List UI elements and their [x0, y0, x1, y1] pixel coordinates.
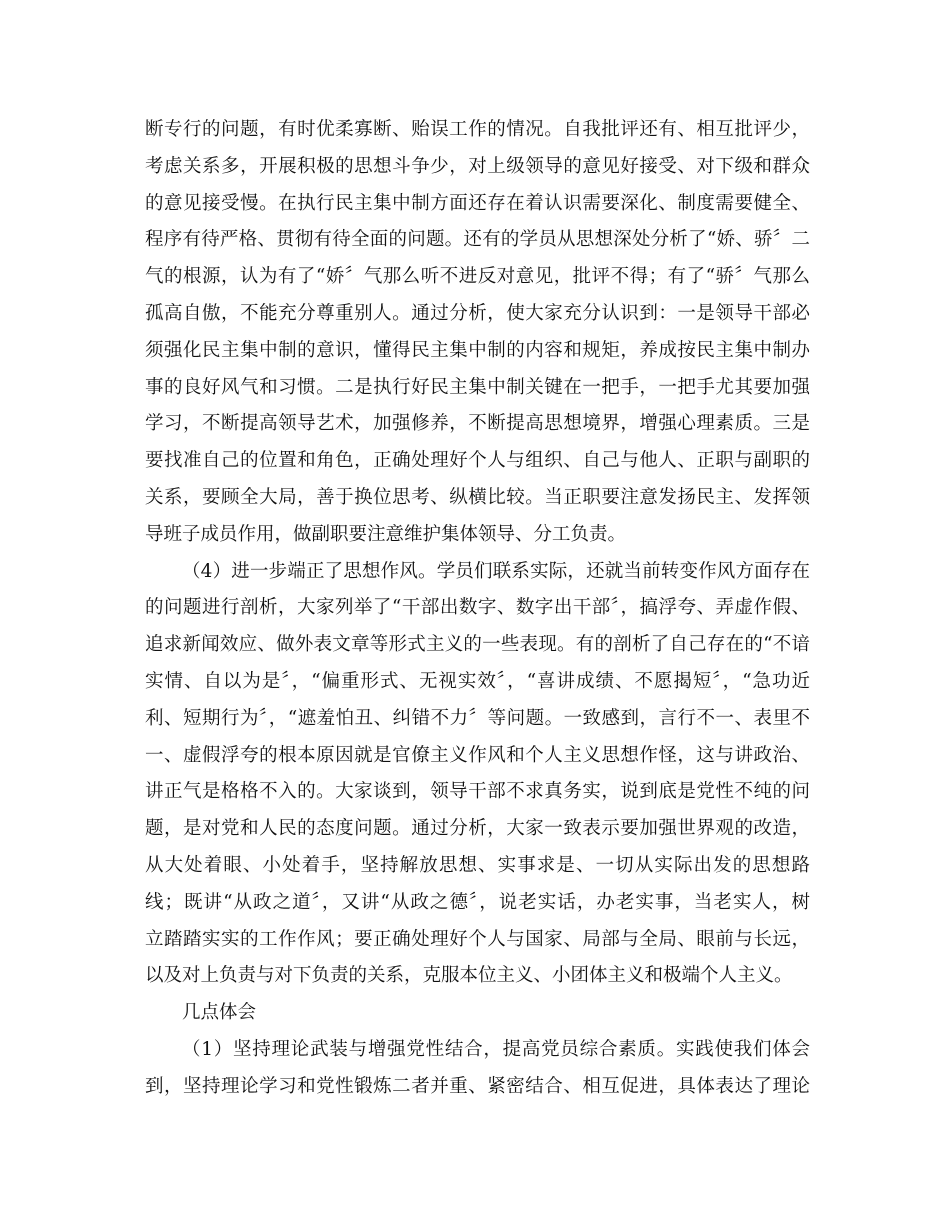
text-line: 的意见接受慢。在执行民主集中制方面还存在着认识需要深化、制度需要健全、	[145, 192, 810, 214]
text-line: 立踏踏实实的工作作风；要正确处理好个人与国家、局部与全局、眼前与长远，	[145, 928, 810, 950]
text-line: 从大处着眼、小处着手，坚持解放思想、实事求是、一切从实际出发的思想路	[145, 854, 810, 876]
text-line: 到，坚持理论学习和党性锻炼二者并重、紧密结合、相互促进，具体表达了理论	[145, 1075, 810, 1097]
document-body-text	[145, 112, 810, 1106]
text-line: 断专行的问题，有时优柔寡断、贻误工作的情况。自我批评还有、相互批评少，	[145, 119, 810, 140]
text-line: 气的根源，认为有了“娇〞气那么听不进反对意见，批评不得；有了“骄〞气那么	[145, 266, 810, 288]
text-line: 一、虚假浮夸的根本原因就是官僚主义作风和个人主义思想作怪，这与讲政治、	[145, 744, 810, 766]
text-line: 学习，不断提高领导艺术，加强修养，不断提高思想境界，增强心理素质。三是	[145, 413, 810, 435]
text-line: 考虑关系多，开展积极的思想斗争少，对上级领导的意见好接受、对下级和群众	[145, 155, 810, 177]
text-line: 导班子成员作用，做副职要注意维护集体领导、分工负责。	[145, 523, 627, 545]
text-line: （4）进一步端正了思想作风。学员们联系实际，还就当前转变作风方面存在	[182, 560, 810, 582]
text-line: 要找准自己的位置和角色，正确处理好个人与组织、自己与他人、正职与副职的	[145, 450, 810, 472]
text-line: 以及对上负责与对下负责的关系，克服本位主义、小团体主义和极端个人主义。	[145, 965, 793, 987]
text-line: 讲正气是格格不入的。大家谈到，领导干部不求真务实，说到底是党性不纯的问	[145, 781, 810, 803]
text-line: 须强化民主集中制的意识，懂得民主集中制的内容和规矩，养成按民主集中制办	[145, 339, 810, 361]
text-line: 利、短期行为〞，“遮羞怕丑、纠错不力〞等问题。一致感到，言行不一、表里不	[145, 707, 810, 729]
text-line: 追求新闻效应、做外表文章等形式主义的一些表现。有的剖析了自己存在的“不谙	[145, 634, 810, 656]
text-line: 程序有待严格、贯彻有待全面的问题。还有的学员从思想深处分析了“娇、骄〞二	[145, 229, 810, 251]
text-line: 事的良好风气和习惯。二是执行好民主集中制关键在一把手，一把手尤其要加强	[145, 376, 810, 398]
text-line: 线；既讲“从政之道〞，又讲“从政之德〞，说老实话，办老实事，当老实人，树	[145, 891, 810, 913]
text-line: 的问题进行剖析，大家列举了“干部出数字、数字出干部〞，搞浮夸、弄虚作假、	[145, 597, 810, 619]
text-line: 关系，要顾全大局，善于换位思考、纵横比较。当正职要注意发扬民主、发挥领	[145, 486, 810, 508]
text-line: 实情、自以为是〞，“偏重形式、无视实效〞，“喜讲成绩、不愿揭短〞，“急功近	[145, 670, 810, 692]
text-line: 孤高自傲，不能充分尊重别人。通过分析，使大家充分认识到：一是领导干部必	[145, 302, 810, 324]
text-line: 几点体会	[182, 1002, 257, 1024]
text-line: （1）坚持理论武装与增强党性结合，提高党员综合素质。实践使我们体会	[182, 1038, 810, 1060]
text-line: 题，是对党和人民的态度问题。通过分析，大家一致表示要加强世界观的改造，	[145, 818, 810, 840]
